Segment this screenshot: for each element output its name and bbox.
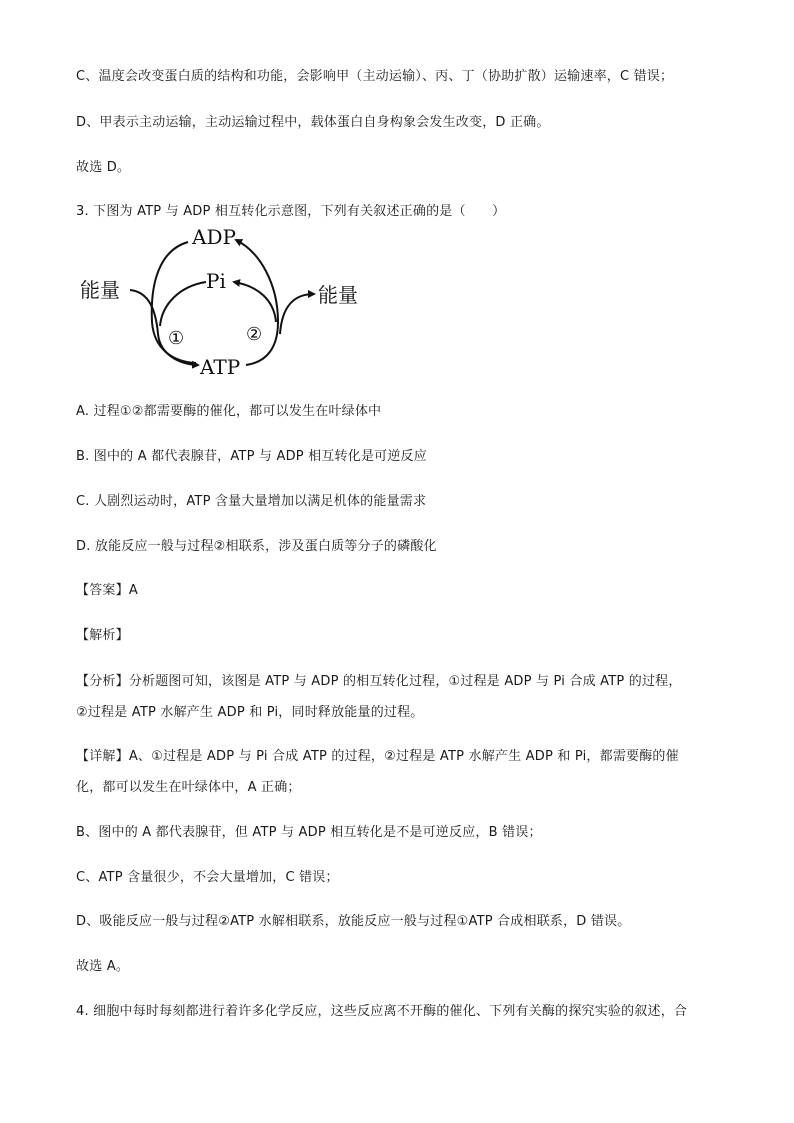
detail-label: 【详解】 [76,749,129,764]
atp-adp-conversion-diagram [70,222,370,387]
detail-line-4: C、ATP 含量很少，不会大量增加，C 错误； [76,870,339,885]
energy-left-label: 能量 [80,278,120,302]
detail-line-2: 化，都可以发生在叶绿体中，A 正确； [76,780,301,795]
process-1-label: ① [168,328,185,349]
fenxi-line-1: 【分析】分析题图可知，该图是 ATP 与 ADP 的相互转化过程，①过程是 ADP 与 Pi 合成 ATP 的过程， [76,674,682,689]
answer-value: A [128,583,138,598]
analysis-label: 【解析】 [76,628,129,643]
question-4-stem: 4. 细胞中每时每刻都进行着许多化学反应，这些反应离不开酶的催化、下列有关酶的探究实验的叙述，合 [76,1004,688,1019]
detail-line-3: B、图中的 A 都代表腺苷，但 ATP 与 ADP 相互转化是不是可逆反应，B 错误； [76,825,542,840]
detail-line-5: D、吸能反应一般与过程②ATP 水解相联系，放能反应一般与过程①ATP 合成相联系，D 错误。 [76,914,631,929]
energy-out-arrow [280,294,314,334]
answer-label: 【答案】 [76,583,129,598]
energy-right-label: 能量 [318,283,358,307]
fenxi-line-2: ②过程是 ATP 水解产生 ADP 和 Pi，同时释放能量的过程。 [76,705,424,720]
text-line: 故选 D。 [76,160,131,175]
option-a: A. 过程①②都需要酶的催化，都可以发生在叶绿体中 [76,404,382,419]
text-line: C、温度会改变蛋白质的结构和功能，会影响甲（主动运输）、丙、丁（协助扩散）运输速率，C 错误； [76,69,674,84]
final-choice: 故选 A。 [76,959,130,974]
pi-label: Pi [206,269,226,293]
answer-line [76,582,138,600]
question-3-stem: 3. 下图为 ATP 与 ADP 相互转化示意图，下列有关叙述正确的是（ ） [76,204,506,219]
energy-in-arrow [130,290,198,365]
fenxi-label: 【分析】 [76,674,129,689]
process-2-label: ② [246,324,263,345]
option-c: C. 人剧烈运动时，ATP 含量大量增加以满足机体的能量需求 [76,494,427,509]
adp-label: ADP [192,225,236,249]
text-line: D、甲表示主动运输，主动运输过程中，载体蛋白自身构象会发生改变，D 正确。 [76,115,550,130]
detail-line-1: 【详解】A、①过程是 ADP 与 Pi 合成 ATP 的过程，②过程是 ATP 水解产生 ADP 和 Pi，都需要酶的催 [76,749,679,764]
option-d: D. 放能反应一般与过程②相联系，涉及蛋白质等分子的磷酸化 [76,539,437,554]
atp-label: ATP [200,355,241,379]
atp-to-adp-arrow [236,240,278,365]
option-b: B. 图中的 A 都代表腺苷，ATP 与 ADP 相互转化是可逆反应 [76,449,427,464]
